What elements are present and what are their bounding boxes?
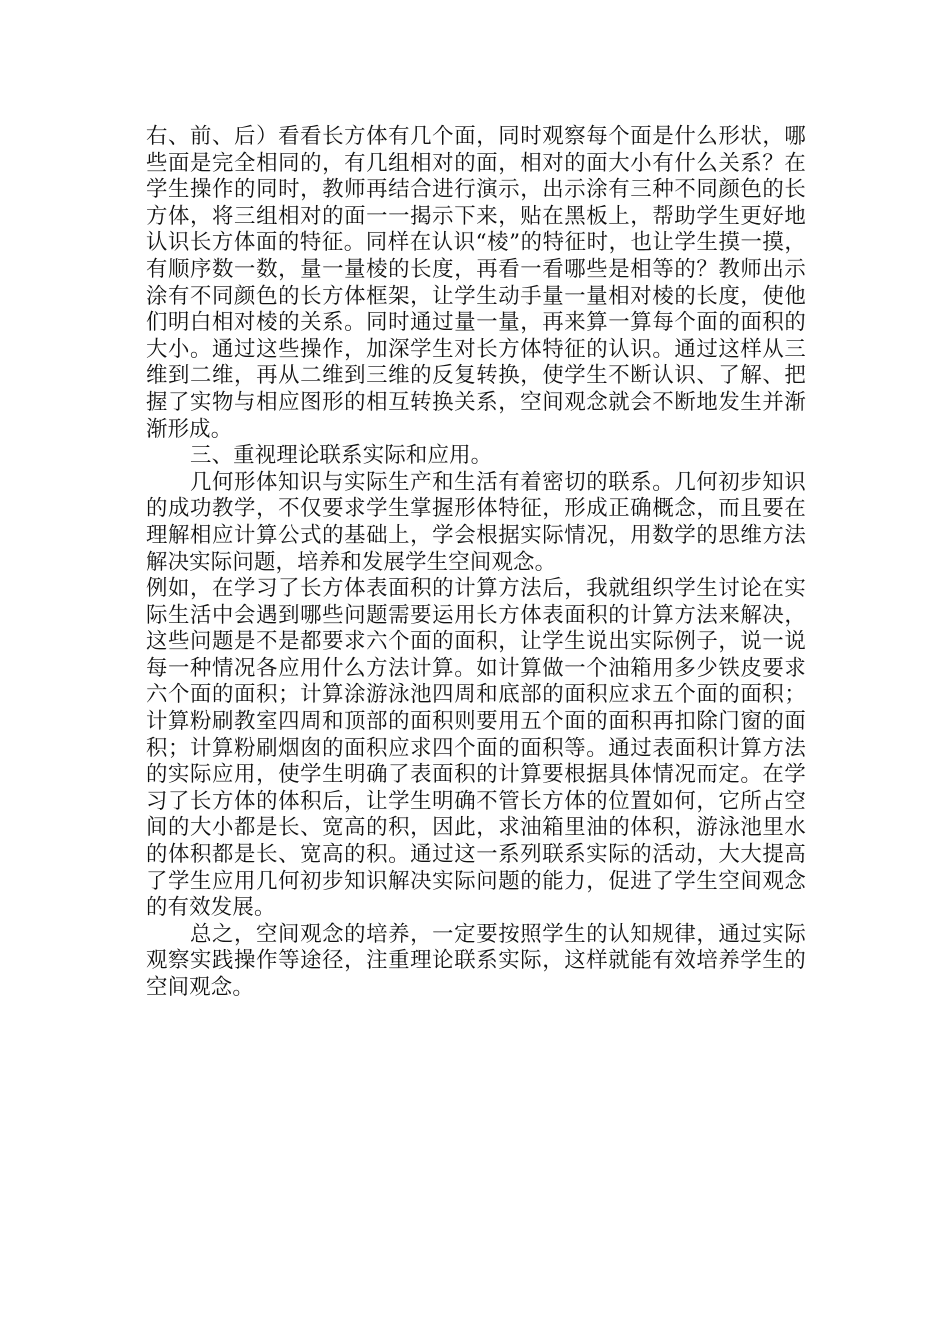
document-body (146, 124, 806, 1002)
paragraph-observation: 右、前、后）看看长方体有几个面，同时观察每个面是什么形状，哪些面是完全相同的，有几组相对的面，相对的面大小有什么关系？在学生操作的同时，教师再结合进行演示，出示涂有三种不同颜色的长方体，将三组相对的面一一揭示下来，贴在黑板上，帮助学生更好地认识长方体面的特征。同样在认识“棱”的特征时，也让学生摸一摸，有顺序数一数，量一量棱的长度，再看一看哪些是相等的？教师出示涂有不同颜色的长方体框架，让学生动手量一量相对棱的长度，使他们明白相对棱的关系。同时通过量一量，再来算一算每个面的面积的大小。通过这些操作，加深学生对长方体特征的认识。通过这样从三维到二维，再从二维到三维的反复转换，使学生不断认识、了解、把握了实物与相应图形的相互转换关系，空间观念就会不断地发生并渐渐形成。 (146, 124, 806, 442)
section-heading-three: 三、重视理论联系实际和应用。 (190, 443, 493, 469)
paragraph-geometry-knowledge: 几何形体知识与实际生产和生活有着密切的联系。几何初步知识的成功教学，不仅要求学生掌握形体特征，形成正确概念，而且要在理解相应计算公式的基础上，学会根据实际情况，用数学的思维方法解决实际问题，培养和发展学生空间观念。 (146, 469, 806, 575)
paragraph-example: 例如，在学习了长方体表面积的计算方法后，我就组织学生讨论在实际生活中会遇到哪些问题需要运用长方体表面积的计算方法来解决，这些问题是不是都要求六个面的面积，让学生说出实际例子，说一说每一种情况各应用什么方法计算。如计算做一个油箱用多少铁皮要求六个面的面积；计算涂游泳池四周和底部的面积应求五个面的面积；计算粉刷教室四周和顶部的面积则要用五个面的面积再扣除门窗的面积；计算粉刷烟囱的面积应求四个面的面积等。通过表面积计算方法的实际应用，使学生明确了表面积的计算要根据具体情况而定。在学习了长方体的体积后，让学生明确不管长方体的位置如何，它所占空间的大小都是长、宽高的积，因此，求油箱里油的体积，游泳池里水的体积都是长、宽高的积。通过这一系列联系实际的活动，大大提高了学生应用几何初步知识解决实际问题的能力，促进了学生空间观念的有效发展。 (146, 576, 806, 921)
paragraph-conclusion: 总之，空间观念的培养，一定要按照学生的认知规律，通过实际观察实践操作等途径，注重理论联系实际，这样就能有效培养学生的空间观念。 (146, 921, 806, 1000)
